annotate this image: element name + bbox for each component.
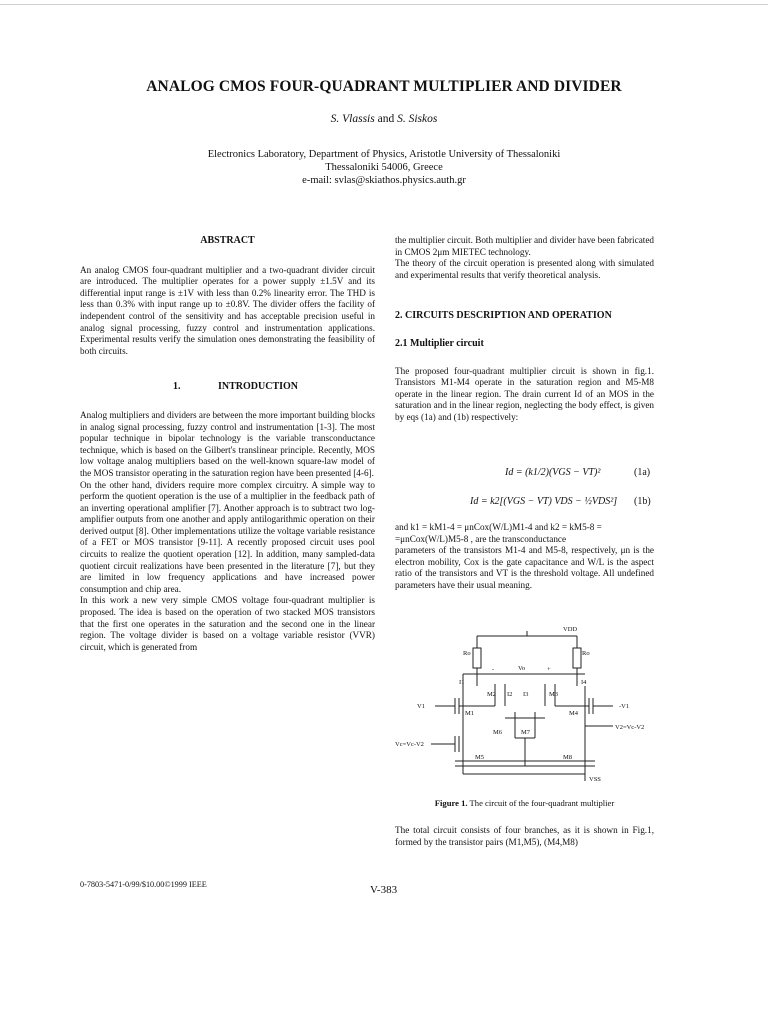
parameter-definition: parameters of the transistors M1-4 and M5-8, respectively, μn is the electron mobility, Cox is the gate capacitance and W/L is the aspect ratio of the transistors and VT is the threshold voltage. All undefined parameters have their usual meaning. bbox=[395, 545, 654, 590]
label-ro-right: Ro bbox=[582, 650, 590, 657]
label-neg-v1: -V1 bbox=[619, 703, 630, 710]
subsection-2-1-heading: 2.1 Multiplier circuit bbox=[395, 337, 484, 349]
author-line bbox=[0, 113, 768, 125]
abstract-heading: ABSTRACT bbox=[200, 235, 255, 246]
left-column bbox=[80, 235, 375, 653]
label-m1: M1 bbox=[465, 710, 475, 717]
label-m7: M7 bbox=[521, 729, 531, 736]
author-1: S. Vlassis bbox=[330, 113, 375, 125]
label-minus: - bbox=[492, 666, 495, 673]
k-definition-line-2: =μnCox(W/L)M5-8 , are the transconductance bbox=[395, 533, 567, 544]
label-vc-left: Vc=Vc-V2 bbox=[395, 741, 424, 748]
intro-number: 1. bbox=[173, 381, 181, 393]
label-i4: I4 bbox=[581, 679, 587, 686]
affiliation-block bbox=[0, 148, 768, 187]
right-paragraph-5: The total circuit consists of four branches, as it is shown in Fig.1, formed by the transistor pairs (M1,M5), (M4,M8) bbox=[395, 825, 654, 847]
section-2-heading: 2. CIRCUITS DESCRIPTION AND OPERATION bbox=[395, 310, 612, 322]
right-column bbox=[395, 235, 654, 424]
equation-1a-number: (1a) bbox=[634, 467, 651, 478]
label-m2: M2 bbox=[487, 691, 497, 698]
right-column-continued bbox=[395, 522, 654, 592]
label-m4: M4 bbox=[569, 710, 579, 717]
copyright-notice: 0-7803-5471-0/99/$10.00©1999 IEEE bbox=[80, 880, 207, 889]
label-m3: M3 bbox=[549, 691, 559, 698]
right-paragraph-1: the multiplier circuit. Both multiplier and divider have been fabricated in CMOS 2μm MIETEC technology. bbox=[395, 235, 654, 257]
right-paragraph-2: The theory of the circuit operation is presented along with simulated and experimental results that verify theoretical analysis. bbox=[395, 258, 654, 280]
affiliation-line-2: Thessaloniki 54006, Greece bbox=[325, 162, 443, 173]
label-m8: M8 bbox=[563, 754, 573, 761]
equation-1b: Id = k2[(VGS − VT) VDS − ½VDS²] bbox=[470, 496, 618, 507]
right-column-bottom bbox=[395, 825, 654, 848]
figure-1-circuit bbox=[395, 626, 654, 786]
label-v1: V1 bbox=[417, 703, 425, 710]
label-ro-left: Ro bbox=[463, 650, 471, 657]
right-paragraph-3: The proposed four-quadrant multiplier circuit is shown in fig.1. Transistors M1-M4 operate in the saturation region and M5-M8 operate in the linear region. The drain current Id of an MOS in the saturation and in the linear region, neglecting the body effect, is given by eqs (1a) and (1b) respectively: bbox=[395, 365, 654, 422]
figure-1-label: Figure 1. bbox=[434, 798, 468, 808]
paper-title: ANALOG CMOS FOUR-QUADRANT MULTIPLIER AND DIVIDER bbox=[146, 78, 622, 95]
label-i2: I2 bbox=[507, 691, 513, 698]
label-i1: I1 bbox=[459, 679, 465, 686]
equation-1b-number: (1b) bbox=[634, 496, 651, 507]
affiliation-email: e-mail: svlas@skiathos.physics.auth.gr bbox=[302, 175, 466, 186]
label-i3: I3 bbox=[523, 691, 529, 698]
abstract-text: An analog CMOS four-quadrant multiplier and a two-quadrant divider circuit are introduced. The multiplier operates for a power supply ±1.5V and its differential input range is ±1V with less than 0.2% linearity error. The THD is less than 0.3% with input range up to ±0.8V. The divider offers the facility of independent control of the sensitivity and has acceptable precision useful in analog signal processing, fuzzy control and instrumentation applications. Experimental results verify the simulation ones demonstrating the feasibility of both circuits. bbox=[80, 264, 375, 356]
label-plus: + bbox=[547, 666, 551, 673]
label-m6: M6 bbox=[493, 729, 503, 736]
figure-1-caption bbox=[395, 798, 654, 808]
page-number: V-383 bbox=[370, 884, 398, 896]
label-vdd: VDD bbox=[563, 626, 578, 633]
introduction-heading bbox=[80, 381, 375, 393]
label-vss: VSS bbox=[589, 776, 601, 783]
label-vo: Vo bbox=[518, 665, 526, 672]
intro-paragraph-1: Analog multipliers and dividers are between the more important building blocks in analog signal processing, fuzzy control and instrumentation [1-3]. The most popular technique in bipolar technology is the variable transconductance technique, which is based on the Gilbert's translinear principle. Recently, MOS low voltage analog multipliers based on the well-known square-law model of the MOS transistor operating in the saturation region have been presented [4-6]. bbox=[80, 409, 375, 478]
label-v2-right: V2=Vc-V2 bbox=[615, 724, 645, 731]
figure-1-caption-text: The circuit of the four-quadrant multiplier bbox=[469, 798, 615, 808]
equation-1a: Id = (k1/2)(VGS − VT)² bbox=[505, 467, 601, 478]
intro-paragraph-3: In this work a new very simple CMOS voltage four-quadrant multiplier is proposed. The idea is based on the operation of two stacked MOS transistors that the first one operates in the saturation and the second one in the linear region. The voltage divider is based on a voltage variable resistor (VVR) circuit, which is generated from bbox=[80, 595, 375, 652]
affiliation-line-1: Electronics Laboratory, Department of Physics, Aristotle University of Thessaloniki bbox=[207, 149, 561, 160]
label-m5: M5 bbox=[475, 754, 485, 761]
scan-top-border bbox=[0, 4, 768, 5]
intro-title: INTRODUCTION bbox=[218, 381, 299, 393]
k-definition-line-1: and k1 = kM1-4 = μnCox(W/L)M1-4 and k2 = kM5-8 = bbox=[395, 522, 602, 532]
author-2: S. Siskos bbox=[397, 113, 438, 125]
intro-paragraph-2: On the other hand, dividers require more complex circuitry. A simple way to perform the quotient operation is the use of a multiplier in the feedback path of an inverting operational amplifier [7]. Another approach is to subtract two log-amplifier outputs from one another and apply antilogarithmic operation on their derived output [8]. Other implementations utilize the voltage variable resistance of a FET or MOS transistor [9-11]. A recently proposed circuit uses pool circuits to realize the quotient operation [12]. In addition, many sampled-data quotient circuit realizations have been presented in the literature [7], but they are limited in low frequency applications and have increased power consumption and chip area. bbox=[80, 479, 375, 594]
author-conjunction: and bbox=[377, 113, 395, 125]
